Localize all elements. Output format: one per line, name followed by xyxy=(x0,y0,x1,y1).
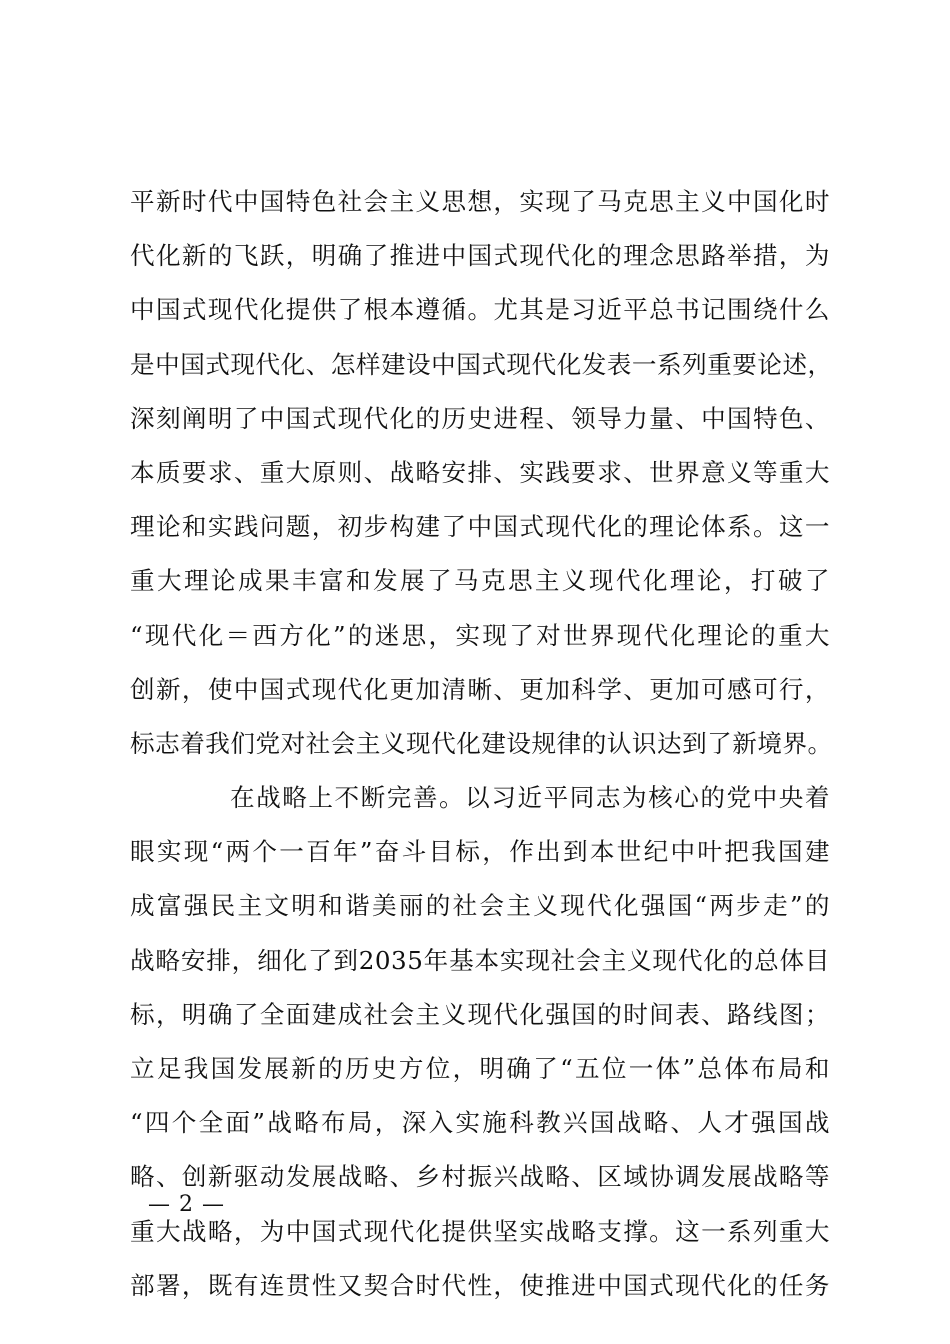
text-line: 深刻阐明了中国式现代化的历史进程、领导力量、中国特色、 xyxy=(130,403,830,433)
page-number: — 2 — xyxy=(148,1192,225,1217)
text-line: 立足我国发展新的历史方位，明确了“五位一体”总体布局和 xyxy=(130,1054,830,1083)
body-text xyxy=(130,183,833,1321)
text-line: 重大战略，为中国式现代化提供坚实战略支撑。这一系列重大 xyxy=(130,1216,830,1246)
text-line: 略、创新驱动发展战略、乡村振兴战略、区域协调发展战略等 xyxy=(130,1162,830,1192)
text-line: 标，明确了全面建成社会主义现代化强国的时间表、路线图； xyxy=(130,999,830,1029)
text-line: 是中国式现代化、怎样建设中国式现代化发表一系列重要论述， xyxy=(130,349,833,379)
text-line: 标志着我们党对社会主义现代化建设规律的认识达到了新境界。 xyxy=(130,728,833,758)
text-line: 理论和实践问题，初步构建了中国式现代化的理论体系。这一 xyxy=(130,512,830,542)
text-line: “四个全面”战略布局，深入实施科教兴国战略、人才强国战 xyxy=(130,1108,830,1138)
text-line: 眼实现“两个一百年”奋斗目标，作出到本世纪中叶把我国建 xyxy=(130,837,830,867)
text-line: 本质要求、重大原则、战略安排、实践要求、世界意义等重大 xyxy=(130,457,830,487)
text-line: 战略安排，细化了到2035年基本实现社会主义现代化的总体目 xyxy=(130,945,830,975)
text-line: 创新，使中国式现代化更加清晰、更加科学、更加可感可行， xyxy=(130,674,830,704)
text-line: 平新时代中国特色社会主义思想，实现了马克思主义中国化时 xyxy=(130,187,830,216)
text-line: 重大理论成果丰富和发展了马克思主义现代化理论，打破了 xyxy=(130,566,830,596)
text-line: 中国式现代化提供了根本遵循。尤其是习近平总书记围绕什么 xyxy=(130,295,830,325)
paragraph-heading-line: 在战略上不断完善。以习近平同志为核心的党中央着 xyxy=(230,783,830,813)
text-line: 部署，既有连贯性又契合时代性，使推进中国式现代化的任务 xyxy=(130,1270,830,1300)
text-line: 代化新的飞跃，明确了推进中国式现代化的理念思路举措，为 xyxy=(130,241,830,271)
text-line: 成富强民主文明和谐美丽的社会主义现代化强国“两步走”的 xyxy=(130,891,830,921)
text-line: “现代化＝西方化”的迷思，实现了对世界现代化理论的重大 xyxy=(130,620,830,650)
